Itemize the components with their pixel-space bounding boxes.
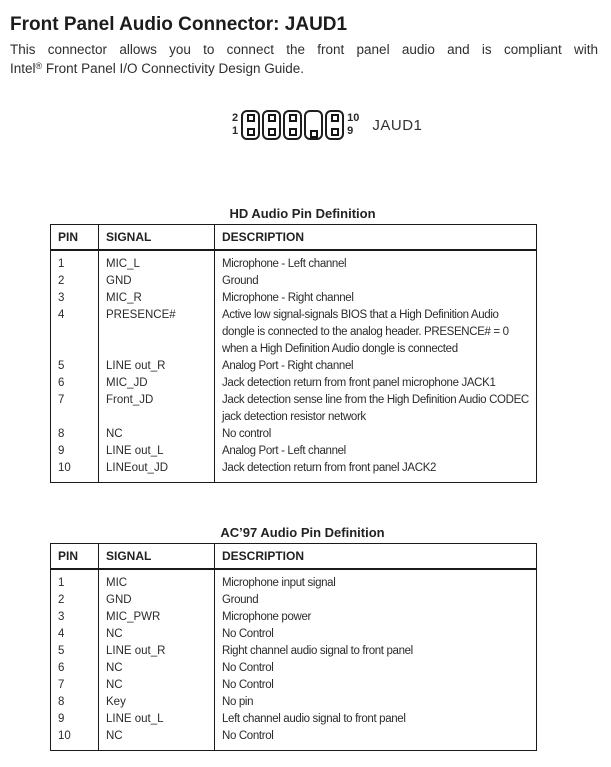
pin-cell: 10 [51,460,99,483]
signal-cell: Key [99,694,215,711]
pin-cell: 9 [51,711,99,728]
signal-cell: NC [99,660,215,677]
pin-label-2: 2 [232,112,239,124]
description-cell: No control [222,428,271,440]
pin-cell: 5 [51,643,99,660]
pin-cell: 10 [51,728,99,751]
signal-cell: Front_JD [99,392,215,426]
table-header-row [51,225,537,251]
pin-cell: 4 [51,307,99,358]
signal-cell: MIC_PWR [99,609,215,626]
signal-cell: NC [99,677,215,694]
page-title: Front Panel Audio Connector: JAUD1 [10,14,348,35]
table-row [51,609,537,626]
table-title-1: HD Audio Pin Definition [229,206,376,221]
pin-square-bottom [268,128,276,136]
table-header-row [51,544,537,570]
intro-line-2-text: Intel [10,61,36,76]
description-cell: No pin [222,696,254,708]
description-cell: Left channel audio signal to front panel [222,713,406,725]
description-cell: Jack detection sense line from the High Definition Audio CODEC jack detection resistor network [222,394,529,423]
pin-cell: 7 [51,677,99,694]
description-cell: Analog Port - Left channel [222,445,346,457]
table-title-2: AC’97 Audio Pin Definition [220,525,385,540]
pin-cell: 2 [51,273,99,290]
description-cell: Ground [222,275,259,287]
column-header: DESCRIPTION [215,225,537,251]
pin-square-bottom [310,130,318,138]
pin-cell: 6 [51,660,99,677]
description-cell: Microphone input signal [222,577,336,589]
column-header: PIN [51,544,99,570]
signal-cell: LINE out_R [99,358,215,375]
description-cell: Jack detection return from front panel microphone JACK1 [222,377,496,389]
table-row [51,711,537,728]
pin-cell: 2 [51,592,99,609]
pin-cell: 6 [51,375,99,392]
table-row [51,375,537,392]
column-header: SIGNAL [99,544,215,570]
description-cell: Microphone - Left channel [222,258,347,270]
pin-cell: 7 [51,392,99,426]
pin-numbers-left [232,112,238,138]
pin-cell: 1 [51,569,99,592]
signal-cell: GND [99,592,215,609]
pin-header-graphic [241,110,344,140]
signal-cell: LINEout_JD [99,460,215,483]
pin-column-1 [241,110,260,140]
description-cell: Analog Port - Right channel [222,360,354,372]
table-row [51,694,537,711]
pin-square-top [247,114,255,122]
pin-cell: 3 [51,609,99,626]
description-cell: No Control [222,662,274,674]
pin-numbers-right [347,112,359,138]
table-row [51,626,537,643]
table-row [51,443,537,460]
description-cell: No Control [222,730,274,742]
description-cell: Right channel audio signal to front panel [222,645,413,657]
pin-definition-table-2 [50,543,537,751]
pin-label-9: 9 [347,125,354,137]
description-cell: No Control [222,628,274,640]
jaud1-connector-diagram [232,107,601,143]
table-row [51,250,537,273]
pin-column-2 [262,110,281,140]
column-header: DESCRIPTION [215,544,537,570]
column-header: SIGNAL [99,225,215,251]
description-cell: Jack detection return from front panel JACK2 [222,462,437,474]
table-row [51,273,537,290]
connector-name-label: JAUD1 [372,116,423,134]
signal-cell: GND [99,273,215,290]
intro-line-2 [10,59,598,80]
table-row [51,677,537,694]
description-cell: Active low signal-signals BIOS that a High Definition Audio dongle is connected to the analog header. PRESENCE# = 0 when a High Definition Audio dongle is connected [222,309,509,355]
pin-column-3 [283,110,302,140]
signal-cell: MIC [99,569,215,592]
table-row [51,592,537,609]
pin-label-1: 1 [232,125,239,137]
pin-cell: 8 [51,426,99,443]
description-cell: No Control [222,679,274,691]
signal-cell: LINE out_L [99,711,215,728]
table-row [51,307,537,358]
pin-square-bottom [331,128,339,136]
intro-line-1: This connector allows you to connect the front panel audio and is compliant with [10,42,598,57]
pin-square-top [331,114,339,122]
pin-cell: 3 [51,290,99,307]
pin-square-bottom [289,128,297,136]
pin-column-5 [325,110,344,140]
registered-trademark-symbol: ® [35,61,43,71]
table-row [51,392,537,426]
table-row [51,569,537,592]
table-row [51,460,537,483]
pin-cell: 9 [51,443,99,460]
signal-cell: MIC_R [99,290,215,307]
intro-line-2-rest: Front Panel I/O Connectivity Design Guide. [42,61,305,76]
signal-cell: NC [99,626,215,643]
description-cell: Microphone power [222,611,312,623]
pin-cell: 1 [51,250,99,273]
table-row [51,358,537,375]
signal-cell: MIC_L [99,250,215,273]
intro-paragraph [10,40,598,80]
signal-cell: NC [99,426,215,443]
pin-definition-tables [10,206,601,751]
pin-definition-table-1 [50,224,537,483]
pin-cell: 5 [51,358,99,375]
table-row [51,728,537,751]
pin-square-top [289,114,297,122]
column-header: PIN [51,225,99,251]
description-cell: Microphone - Right channel [222,292,354,304]
pin-column-4 [304,110,323,140]
pin-label-10: 10 [347,112,360,124]
pin-square-bottom [247,128,255,136]
signal-cell: NC [99,728,215,751]
signal-cell: MIC_JD [99,375,215,392]
signal-cell: PRESENCE# [99,307,215,358]
pin-square-top [268,114,276,122]
table-row [51,426,537,443]
pin-cell: 4 [51,626,99,643]
table-row [51,290,537,307]
signal-cell: LINE out_L [99,443,215,460]
table-row [51,660,537,677]
signal-cell: LINE out_R [99,643,215,660]
pin-cell: 8 [51,694,99,711]
table-row [51,643,537,660]
description-cell: Ground [222,594,259,606]
